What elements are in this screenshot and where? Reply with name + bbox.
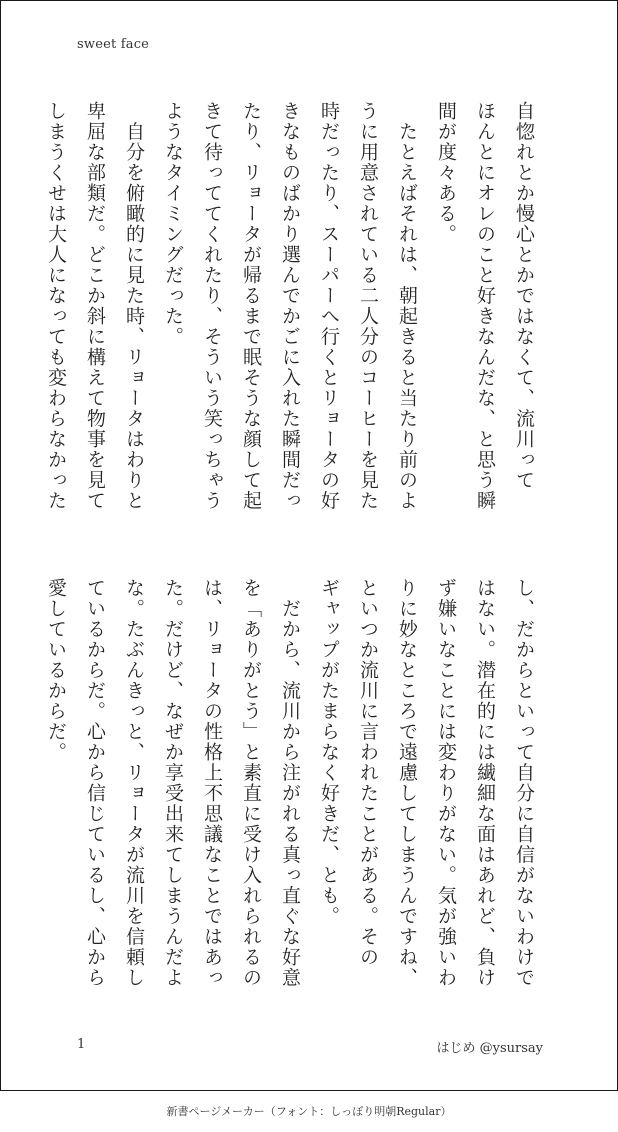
text-line: 卑屈な部類だ。どこか斜に構えて物事を見て bbox=[84, 101, 106, 511]
text-line: ているからだ。心から信じているし、心から bbox=[84, 578, 106, 988]
text-line: し、だからといって自分に自信がないわけで bbox=[513, 578, 535, 988]
text-line: 自惚れとか慢心とかではなくて、流川って bbox=[513, 101, 535, 491]
text-line: 間が度々ある。 bbox=[435, 101, 457, 245]
text-line: きなものばかり選んでかごに入れた瞬間だっ bbox=[279, 101, 301, 511]
text-line: ようなタイミングだった。 bbox=[162, 101, 184, 347]
text-line: といつか流川に言われたことがある。その bbox=[357, 578, 379, 968]
generator-caption: 新書ページメーカー（フォント：しっぽり明朝Regular） bbox=[166, 1105, 452, 1118]
text-line: ほんとにオレのこと好きなんだな、と思う瞬 bbox=[474, 101, 496, 511]
text-line: を「ありがとう」と素直に受け入れられるの bbox=[240, 578, 262, 988]
text-line: はない。潜在的には繊細な面はあれど、負け bbox=[474, 578, 496, 988]
text-line: 愛しているからだ。 bbox=[45, 578, 67, 763]
text-line: た。だけど、なぜか享受出来てしまうんだよ bbox=[162, 578, 184, 988]
upper-text-block bbox=[45, 101, 543, 531]
book-title: sweet face bbox=[77, 37, 150, 52]
text-line: きて待っててくれたり、そういう笑っちゃう bbox=[201, 101, 223, 511]
lower-text-block bbox=[45, 578, 543, 1008]
text-line: な。たぶんきっと、リョータが流川を信頼し bbox=[123, 578, 145, 988]
text-line: ず嫌いなことには変わりがない。気が強いわ bbox=[435, 578, 457, 988]
text-line: たとえばそれは、朝起きると当たり前のよ bbox=[396, 101, 418, 511]
text-line: しまうくせは大人になっても変わらなかった bbox=[45, 101, 67, 511]
text-line: は、リョータの性格上不思議なことではあっ bbox=[201, 578, 223, 988]
text-line: 時だったり、スーパーへ行くとリョータの好 bbox=[318, 101, 340, 511]
author-credit: はじめ @ysursay bbox=[436, 1041, 543, 1056]
text-line: ギャップがたまらなく好きだ、とも。 bbox=[318, 578, 340, 927]
text-line: だから、流川から注がれる真っ直ぐな好意 bbox=[279, 578, 301, 988]
text-line: たり、リョータが帰るまで眠そうな顔して起 bbox=[240, 101, 262, 511]
text-line: 自分を俯瞰的に見た時、リョータはわりと bbox=[123, 101, 145, 511]
text-line: りに妙なところで遠慮してしまうんですね、 bbox=[396, 578, 418, 988]
page-number: 1 bbox=[77, 1037, 86, 1052]
text-line: うに用意されている二人分のコーヒーを見た bbox=[357, 101, 379, 511]
